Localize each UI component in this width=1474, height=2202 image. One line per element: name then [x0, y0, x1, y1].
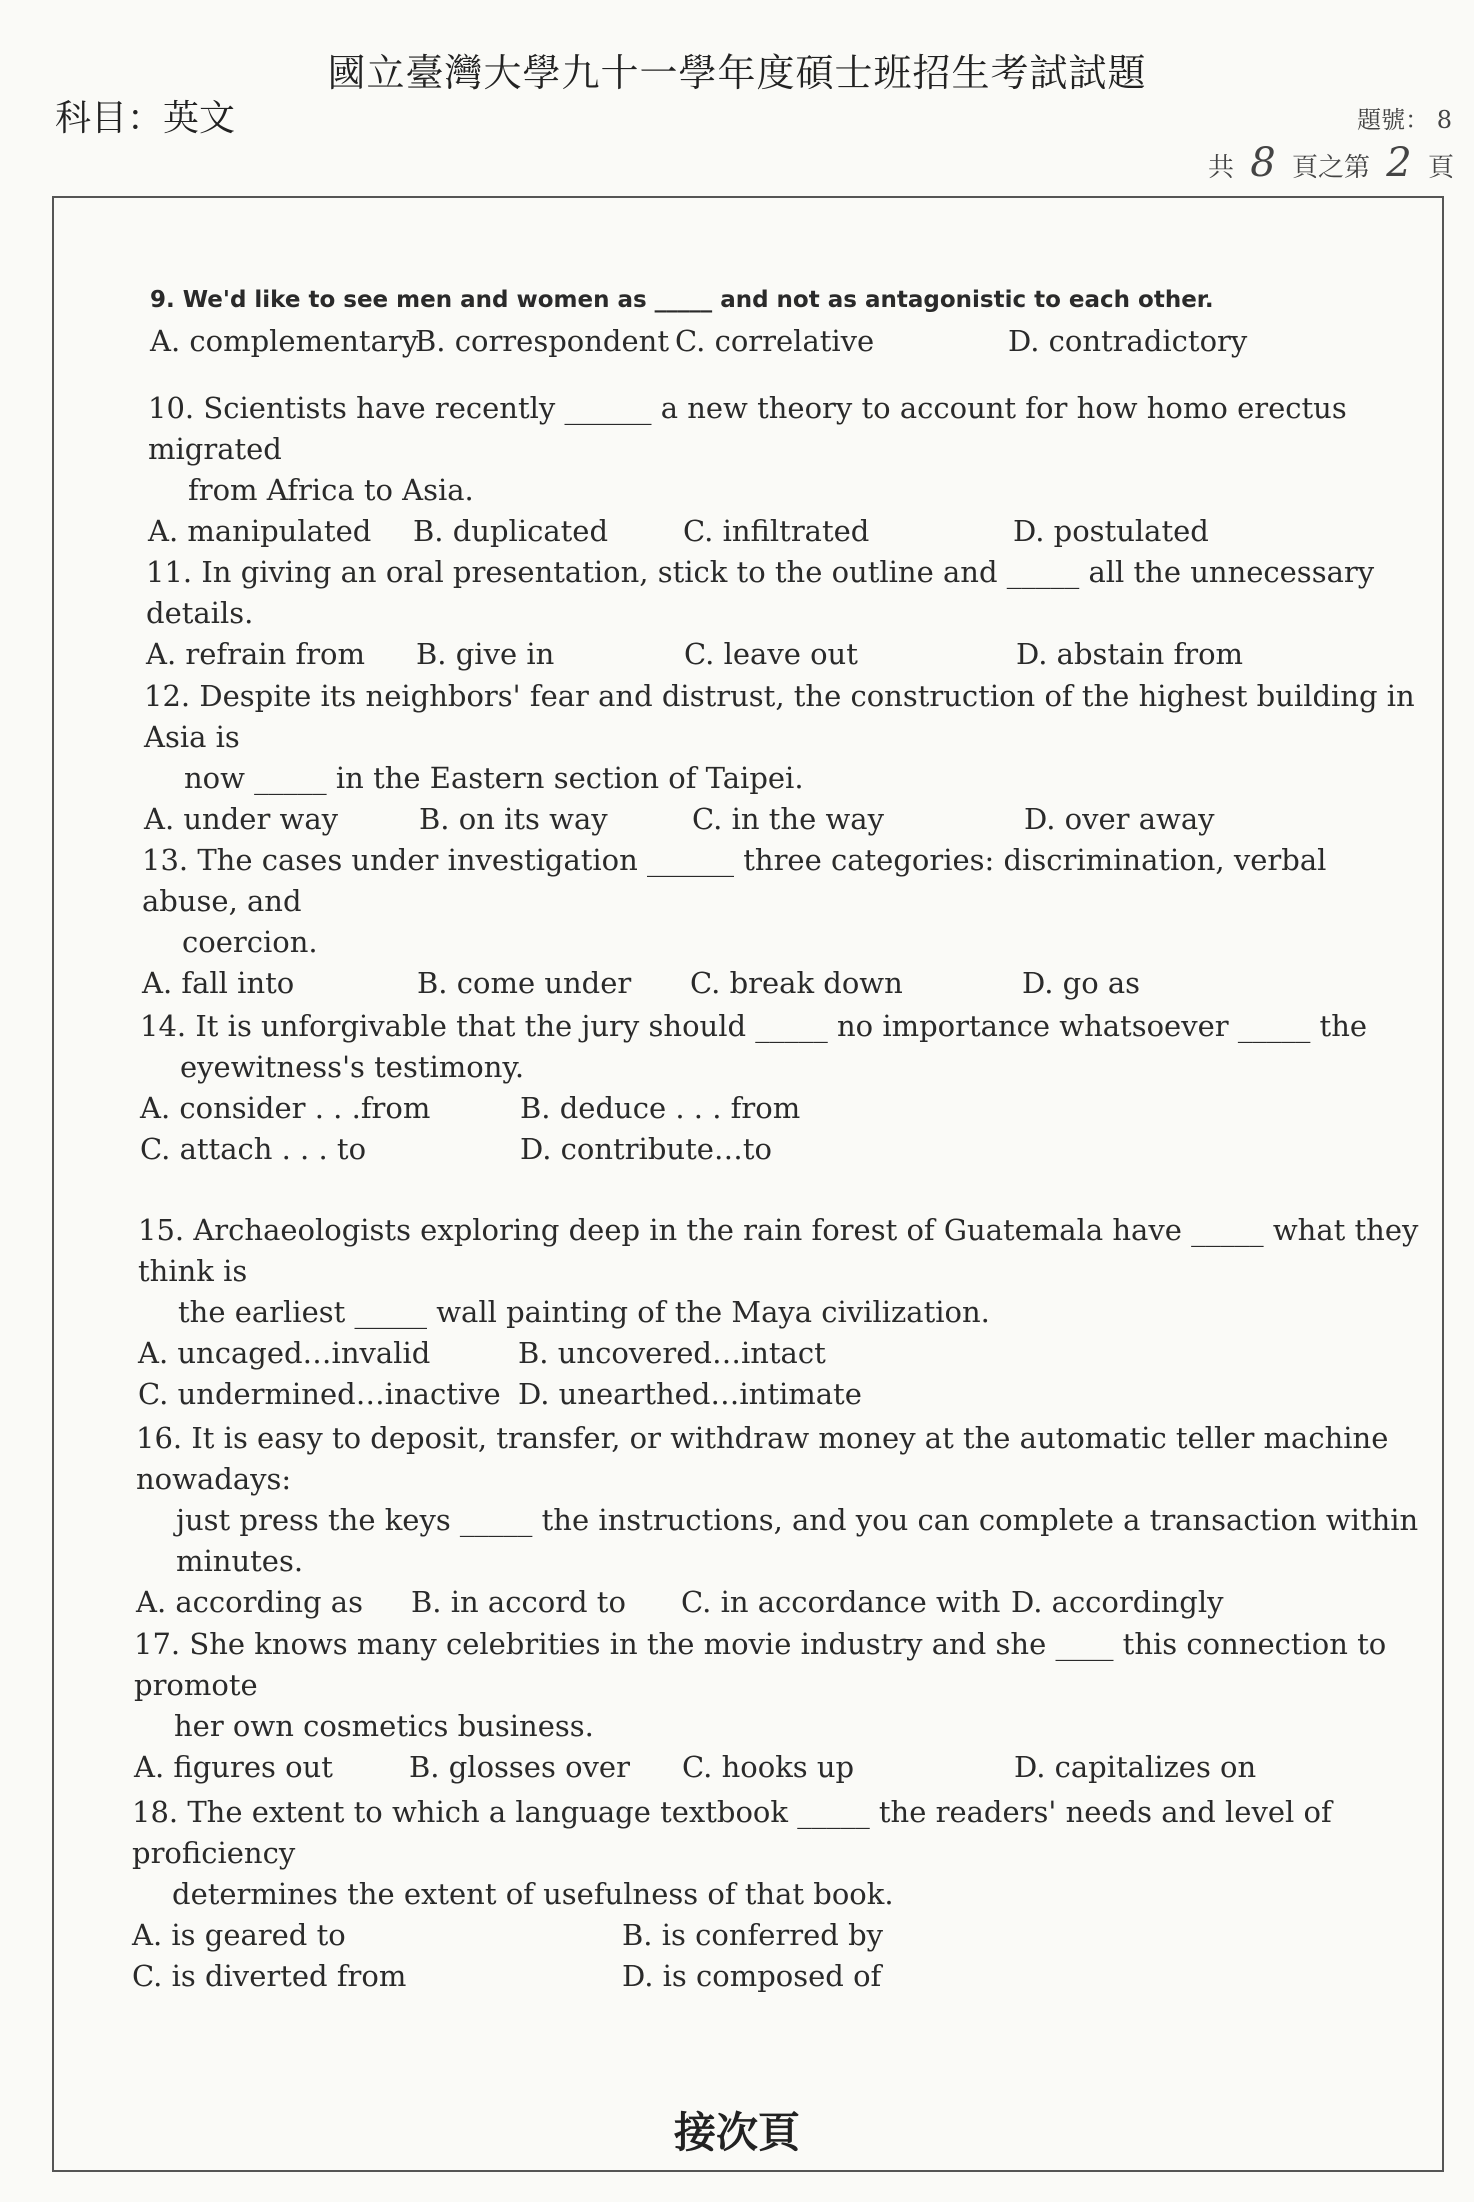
options-row	[144, 799, 1424, 840]
option-d[interactable]: D. postulated	[1013, 514, 1209, 548]
option-a[interactable]: A. according as	[136, 1585, 363, 1619]
option-c[interactable]: C. undermined…inactive	[138, 1377, 501, 1411]
option-a[interactable]: A. complementary	[150, 324, 419, 358]
options-row	[140, 1129, 1425, 1170]
option-b[interactable]: B. in accord to	[411, 1585, 626, 1619]
option-c[interactable]: C. leave out	[684, 637, 858, 671]
option-a[interactable]: A. manipulated	[148, 514, 372, 548]
options-row	[132, 1915, 1432, 1956]
question-stem-cont: minutes.	[176, 1544, 304, 1578]
question-stem-cont: now _____ in the Eastern section of Taipei.	[184, 761, 804, 795]
question-stem: 10. Scientists have recently ______ a new theory to account for how homo erectus migrated	[148, 391, 1347, 466]
option-b[interactable]: B. on its way	[419, 802, 608, 836]
option-d[interactable]: D. unearthed…intimate	[518, 1377, 862, 1411]
question-stem-cont: the earliest _____ wall painting of the Maya civilization.	[178, 1295, 990, 1329]
option-d[interactable]: D. capitalizes on	[1014, 1750, 1257, 1784]
option-d[interactable]: D. is composed of	[622, 1959, 882, 1993]
question-10	[148, 388, 1428, 552]
option-a[interactable]: A. is geared to	[132, 1918, 346, 1952]
question-stem-cont: coercion.	[182, 925, 318, 959]
question-12	[144, 676, 1424, 840]
question-stem: 14. It is unforgivable that the jury should _____ no importance whatsoever _____ the	[140, 1009, 1368, 1043]
option-b[interactable]: B. correspondent	[415, 324, 669, 358]
options-row	[138, 1333, 1428, 1374]
question-stem-cont: from Africa to Asia.	[188, 473, 474, 507]
question-9	[150, 280, 1420, 362]
question-frame	[52, 196, 1444, 2172]
question-14	[140, 1006, 1425, 1170]
question-18	[132, 1792, 1432, 1997]
option-c[interactable]: C. infiltrated	[683, 514, 870, 548]
question-stem: 12. Despite its neighbors' fear and distrust, the construction of the highest building in Asia is	[144, 679, 1415, 754]
options-row	[134, 1747, 1434, 1788]
question-stem-cont: determines the extent of usefulness of that book.	[172, 1877, 894, 1911]
options-row	[150, 321, 1420, 362]
question-17	[134, 1624, 1434, 1788]
options-row	[146, 634, 1426, 675]
continue-next-page: 接次頁	[673, 2108, 800, 2157]
option-a[interactable]: A. figures out	[134, 1750, 333, 1784]
option-d[interactable]: D. abstain from	[1016, 637, 1244, 671]
option-c[interactable]: C. is diverted from	[132, 1959, 407, 1993]
question-15	[138, 1210, 1428, 1415]
option-b[interactable]: B. deduce . . . from	[520, 1091, 801, 1125]
option-c[interactable]: C. in accordance with	[681, 1585, 1001, 1619]
current-page: 2	[1386, 140, 1412, 186]
options-row	[148, 511, 1428, 552]
option-d[interactable]: D. over away	[1024, 802, 1215, 836]
options-row	[140, 1088, 1425, 1129]
option-a[interactable]: A. refrain from	[146, 637, 366, 671]
option-a[interactable]: A. uncaged…invalid	[138, 1336, 431, 1370]
option-d[interactable]: D. go as	[1022, 966, 1141, 1000]
option-b[interactable]: B. come under	[417, 966, 632, 1000]
question-stem: 9. We'd like to see men and women as _____ and not as antagonistic to each other.	[150, 287, 1214, 313]
question-stem: 15. Archaeologists exploring deep in the rain forest of Guatemala have _____ what they think is	[138, 1213, 1419, 1288]
question-16	[136, 1418, 1431, 1623]
options-row	[136, 1582, 1431, 1623]
option-c[interactable]: C. correlative	[675, 324, 875, 358]
subject-label: 科目：英文	[55, 98, 236, 139]
option-c[interactable]: C. hooks up	[682, 1750, 855, 1784]
question-stem: 13. The cases under investigation ______ three categories: discrimination, verbal abuse, and	[142, 843, 1327, 918]
total-pages: 8	[1250, 140, 1276, 186]
option-b[interactable]: B. uncovered…intact	[518, 1336, 826, 1370]
question-list	[54, 198, 1442, 2170]
option-d[interactable]: D. contribute…to	[520, 1132, 772, 1166]
option-d[interactable]: D. accordingly	[1011, 1585, 1224, 1619]
option-c[interactable]: C. in the way	[692, 802, 884, 836]
question-stem-cont: just press the keys _____ the instructions, and you can complete a transaction within	[176, 1503, 1419, 1537]
option-a[interactable]: A. fall into	[142, 966, 295, 1000]
option-a[interactable]: A. consider . . .from	[140, 1091, 431, 1125]
options-row	[138, 1374, 1428, 1415]
option-d[interactable]: D. contradictory	[1008, 324, 1248, 358]
option-b[interactable]: B. glosses over	[409, 1750, 630, 1784]
question-stem: 18. The extent to which a language textbook _____ the readers' needs and level of proficiency	[132, 1795, 1332, 1870]
question-stem-cont: her own cosmetics business.	[174, 1709, 594, 1743]
question-13	[142, 840, 1427, 1004]
options-row	[142, 963, 1427, 1004]
question-stem: 11. In giving an oral presentation, stick to the outline and _____ all the unnecessary details.	[146, 555, 1375, 630]
option-b[interactable]: B. is conferred by	[622, 1918, 884, 1952]
question-stem: 17. She knows many celebrities in the movie industry and she ____ this connection to promote	[134, 1627, 1387, 1702]
option-b[interactable]: B. give in	[416, 637, 555, 671]
page-info: 共 8 頁之第 2 頁	[1207, 140, 1454, 186]
option-c[interactable]: C. break down	[690, 966, 903, 1000]
question-stem-cont: eyewitness's testimony.	[180, 1050, 525, 1084]
option-b[interactable]: B. duplicated	[413, 514, 609, 548]
option-a[interactable]: A. under way	[144, 802, 339, 836]
exam-title: 國立臺灣大學九十一學年度碩士班招生考試試題	[327, 51, 1147, 95]
question-stem: 16. It is easy to deposit, transfer, or withdraw money at the automatic teller machine nowadays:	[136, 1421, 1389, 1496]
options-row	[132, 1956, 1432, 1997]
question-11	[146, 552, 1426, 675]
option-c[interactable]: C. attach . . . to	[140, 1132, 367, 1166]
question-number: 題號： 8	[1357, 106, 1452, 134]
